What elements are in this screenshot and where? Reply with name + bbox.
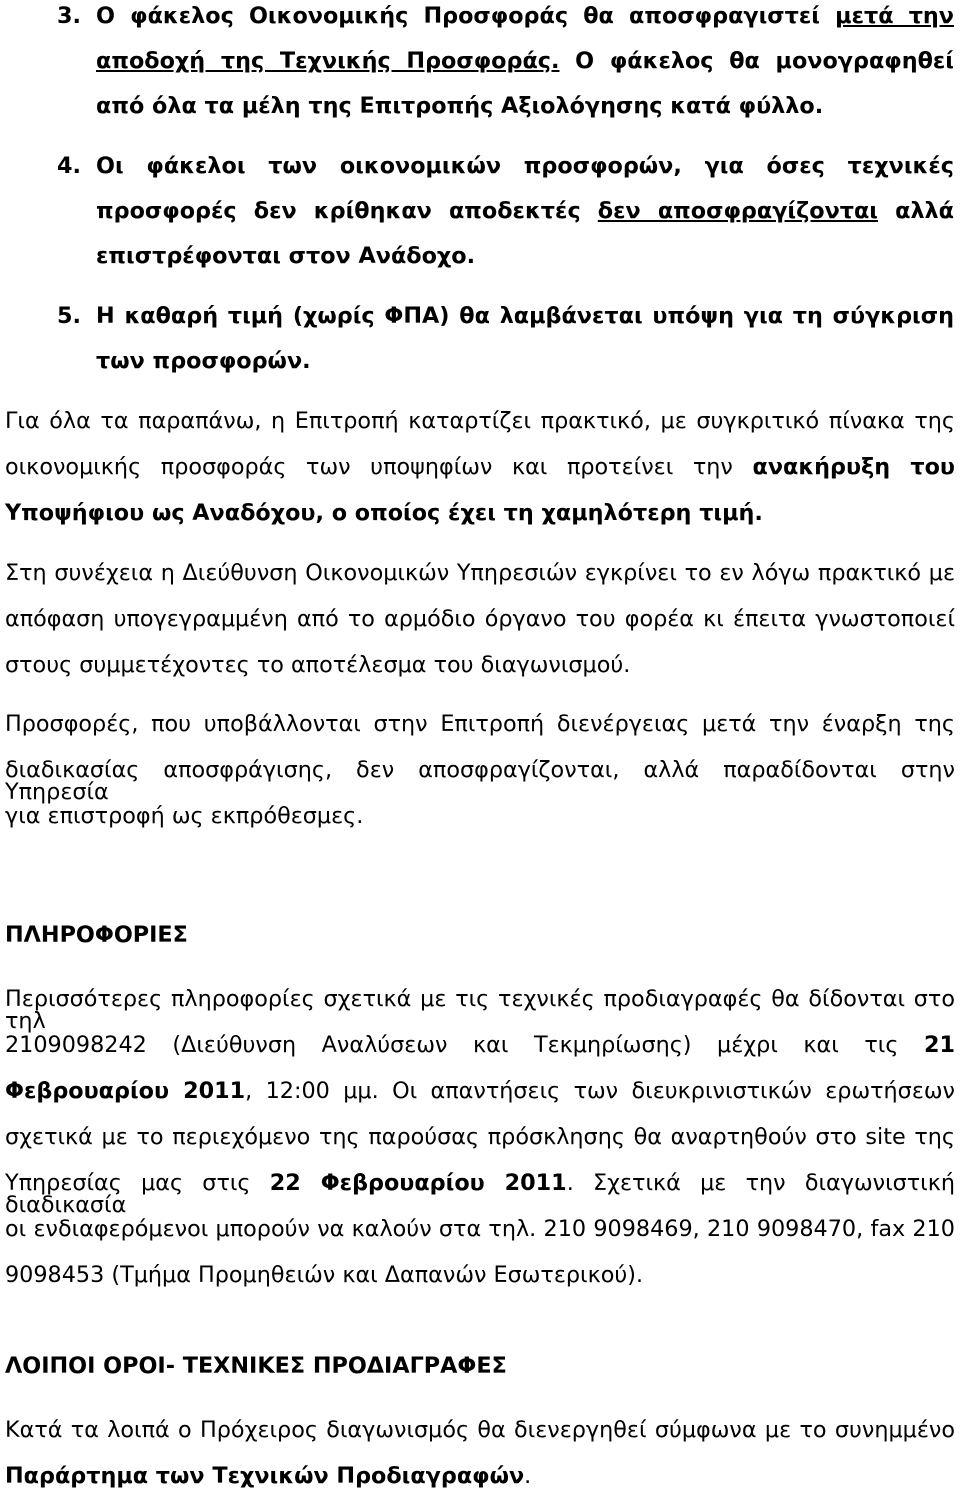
- item-3-text: από όλα τα μέλη της Επιτροπής Αξιολόγησης κατά φύλλο.: [96, 93, 824, 119]
- heading-terms: ΛΟΙΠΟΙ ΟΡΟΙ- ΤΕΧΝΙΚΕΣ ΠΡΟΔΙΑΓΡΑΦΕΣ: [5, 1353, 507, 1379]
- paragraph-1-bold-text: ανακήρυξη του: [752, 454, 955, 480]
- item-3-line-3: [96, 95, 823, 117]
- paragraph-2-text: Στη συνέχεια η Διεύθυνση Οικονομικών Υπηρεσιών εγκρίνει το εν λόγω πρακτικό με: [5, 560, 955, 586]
- item-3-text: Ο φάκελος Οικονομικής Προσφοράς θα αποσφραγιστεί: [96, 3, 836, 29]
- item-4-text: επιστρέφονται στον Ανάδοχο.: [96, 243, 476, 269]
- info-bold-text: 22 Φεβρουαρίου 2011: [269, 1170, 567, 1196]
- info-text: . Σχετικά με την διαγωνιστική διαδικασία: [5, 1170, 955, 1219]
- item-5-text: Η καθαρή τιμή (χωρίς ΦΠΑ) θα λαμβάνεται υπόψη για τη σύγκριση: [96, 303, 954, 329]
- terms-line-1: [5, 1419, 955, 1441]
- item-4-text: αλλά: [878, 198, 954, 224]
- terms-text: Κατά τα λοιπά ο Πρόχειρος διαγωνισμός θα διενεργηθεί σύμφωνα με το συνημμένο: [5, 1417, 955, 1443]
- item-4-text: προσφορές δεν κρίθηκαν αποδεκτές: [96, 198, 598, 224]
- item-3-underlined-text: αποδοχή της Τεχνικής Προσφοράς.: [96, 48, 560, 74]
- paragraph-2-text: στους συμμετέχοντες το αποτέλεσμα του διαγωνισμού.: [5, 652, 631, 678]
- info-text: σχετικά με το περιεχόμενο της παρούσας πρόσκλησης θα αναρτηθούν στο site της: [5, 1124, 955, 1150]
- paragraph-3-line-2: [5, 759, 955, 804]
- item-number-3: 3.: [57, 3, 81, 29]
- paragraph-1-line-1: [5, 410, 955, 432]
- paragraph-2-text: απόφαση υπογεγραμμένη από το αρμόδιο όργανο του φορέα κι έπειτα γνωστοποιεί: [5, 606, 955, 632]
- paragraph-1-text: οικονομικής προσφοράς των υποψηφίων και προτείνει την: [5, 454, 753, 480]
- info-line-1: [5, 988, 955, 1033]
- paragraph-3-text: διαδικασίας αποσφράγισης, δεν αποσφραγίζονται, αλλά παραδίδονται στην Υπηρεσία: [5, 757, 955, 806]
- info-line-2: [5, 1034, 955, 1056]
- terms-text: .: [524, 1463, 532, 1489]
- paragraph-3-text: Προσφορές, που υποβάλλονται στην Επιτροπή διενέργειας μετά την έναρξη της: [5, 711, 955, 737]
- info-text: Περισσότερες πληροφορίες σχετικά με τις τεχνικές προδιαγραφές θα δίδονται στο τηλ: [5, 986, 955, 1035]
- paragraph-3-line-3: [5, 805, 363, 827]
- info-line-4: [5, 1126, 955, 1148]
- paragraph-3-line-1: [5, 713, 955, 735]
- info-line-7: [5, 1264, 643, 1286]
- paragraph-2-line-1: [5, 562, 955, 584]
- info-bold-text: 21: [923, 1032, 955, 1058]
- item-4-line-1: [96, 155, 954, 177]
- paragraph-1-line-2: [5, 456, 955, 478]
- item-4-line-3: [96, 245, 475, 267]
- info-text: οι ενδιαφερόμενοι μπορούν να καλούν στα τηλ. 210 9098469, 210 9098470, fax 210: [5, 1216, 955, 1242]
- paragraph-2-line-3: [5, 654, 630, 676]
- item-3-underlined-text: μετά την: [835, 3, 954, 29]
- info-text: , 12:00 μμ. Οι απαντήσεις των διευκρινιστικών ερωτήσεων: [245, 1078, 955, 1104]
- paragraph-3-text: για επιστροφή ως εκπρόθεσμες.: [5, 803, 364, 829]
- paragraph-1-text: Για όλα τα παραπάνω, η Επιτροπή καταρτίζει πρακτικό, με συγκριτικό πίνακα της: [5, 408, 955, 434]
- info-line-6: [5, 1218, 955, 1240]
- terms-line-2: [5, 1465, 531, 1487]
- item-5-line-2: [96, 350, 311, 372]
- heading-info: ΠΛΗΡΟΦΟΡΙΕΣ: [5, 922, 188, 948]
- terms-bold-text: Παράρτημα των Τεχνικών Προδιαγραφών: [5, 1463, 525, 1489]
- paragraph-1-line-3: [5, 502, 763, 524]
- item-3-line-2: [96, 50, 954, 72]
- paragraph-1-bold-text: Υποψήφιου ως Αναδόχου, ο οποίος έχει τη χαμηλότερη τιμή.: [5, 500, 763, 526]
- item-number-4: 4.: [57, 153, 81, 179]
- item-4-line-2: [96, 200, 954, 222]
- info-bold-text: Φεβρουαρίου 2011: [5, 1078, 246, 1104]
- item-5-text: των προσφορών.: [96, 348, 311, 374]
- item-number-5: 5.: [57, 303, 81, 329]
- paragraph-2-line-2: [5, 608, 955, 630]
- item-3-text: Ο φάκελος θα μονογραφηθεί: [559, 48, 954, 74]
- item-4-underlined-text: δεν αποσφραγίζονται: [597, 198, 878, 224]
- item-4-text: Οι φάκελοι των οικονομικών προσφορών, για όσες τεχνικές: [96, 153, 954, 179]
- item-3-line-1: [96, 5, 954, 27]
- info-text: 9098453 (Τμήμα Προμηθειών και Δαπανών Εσωτερικού).: [5, 1262, 644, 1288]
- info-line-5: [5, 1172, 955, 1217]
- item-5-line-1: [96, 305, 954, 327]
- info-line-3: [5, 1080, 955, 1102]
- info-text: Υπηρεσίας μας στις: [5, 1170, 270, 1196]
- info-text: 2109098242 (Διεύθυνση Αναλύσεων και Τεκμηρίωσης) μέχρι και τις: [5, 1032, 924, 1058]
